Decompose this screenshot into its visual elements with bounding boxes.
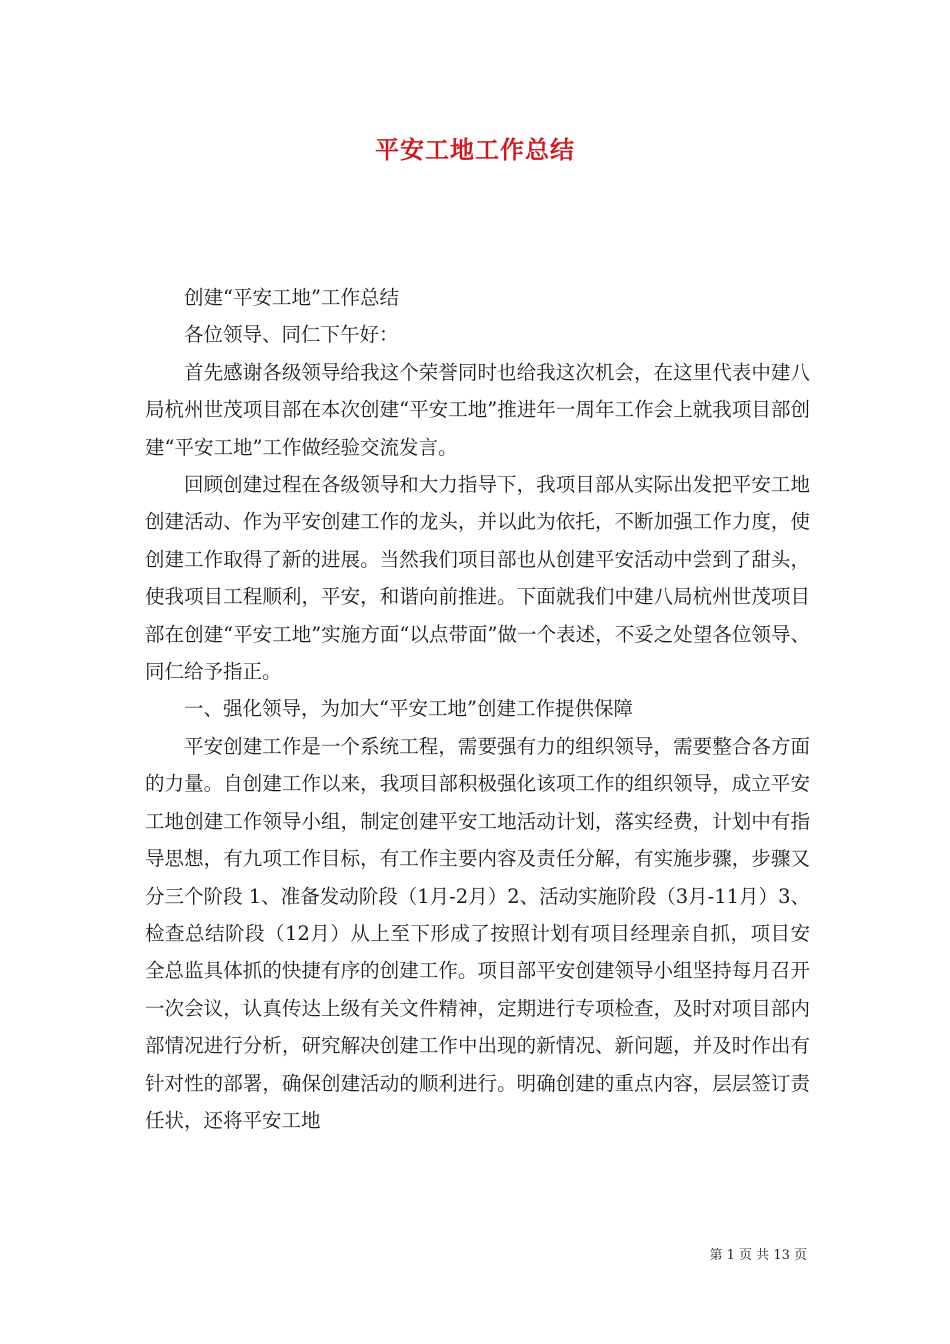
paragraph: 首先感谢各级领导给我这个荣誉同时也给我这次机会，在这里代表中建八局杭州世茂项目部在本次创建“平安工地”推进年一周年工作会上就我项目部创建“平安工地”工作做经验交流发言。 xyxy=(145,360,810,459)
paragraph: 回顾创建过程在各级领导和大力指导下，我项目部从实际出发把平安工地创建活动、作为平安创建工作的龙头，并以此为依托，不断加强工作力度，使创建工作取得了新的进展。当然我们项目部也从创建平安活动中尝到了甜头，使我项目工程顺利，平安，和谐向前推进。下面就我们中建八局杭州世茂项目部在创建“平安工地”实施方面“以点带面”做一个表述，不妥之处望各位领导、同仁给予指正。 xyxy=(145,473,810,684)
paragraph-greeting: 各位领导、同仁下午好： xyxy=(184,323,399,347)
section-heading: 一、强化领导，为加大“平安工地”创建工作提供保障 xyxy=(184,697,633,721)
paragraph: 平安创建工作是一个系统工程，需要强有力的组织领导，需要整合各方面的力量。自创建工作以来，我项目部积极强化该项工作的组织领导，成立平安工地创建工作领导小组，制定创建平安工地活动计划，落实经费，计划中有指导思想，有九项工作目标，有工作主要内容及责任分解，有实施步骤，步骤又分三个阶段 1、准备发动阶段（1月-2月）2、活动实施阶段（3月-11月）3、检查总结阶段（12月）从上至下形成了按照计划有项目经理亲自抓，项目安全总监具体抓的快捷有序的创建工作。项目部平安创建领导小组坚持每月召开一次会议，认真传达上级有关文件精神，定期进行专项检查，及时对项目部内部情况进行分析，研究解决创建工作中出现的新情况、新问题，并及时作出有针对性的部署，确保创建活动的顺利进行。明确创建的重点内容，层层签订责任状，还将平安工地 xyxy=(145,734,810,1132)
document-title: 平安工地工作总结 xyxy=(375,135,575,164)
document-body xyxy=(145,279,810,1139)
paragraph-heading: 创建“平安工地”工作总结 xyxy=(184,286,399,309)
page-number: 第 1 页 共 13 页 xyxy=(709,1248,807,1263)
